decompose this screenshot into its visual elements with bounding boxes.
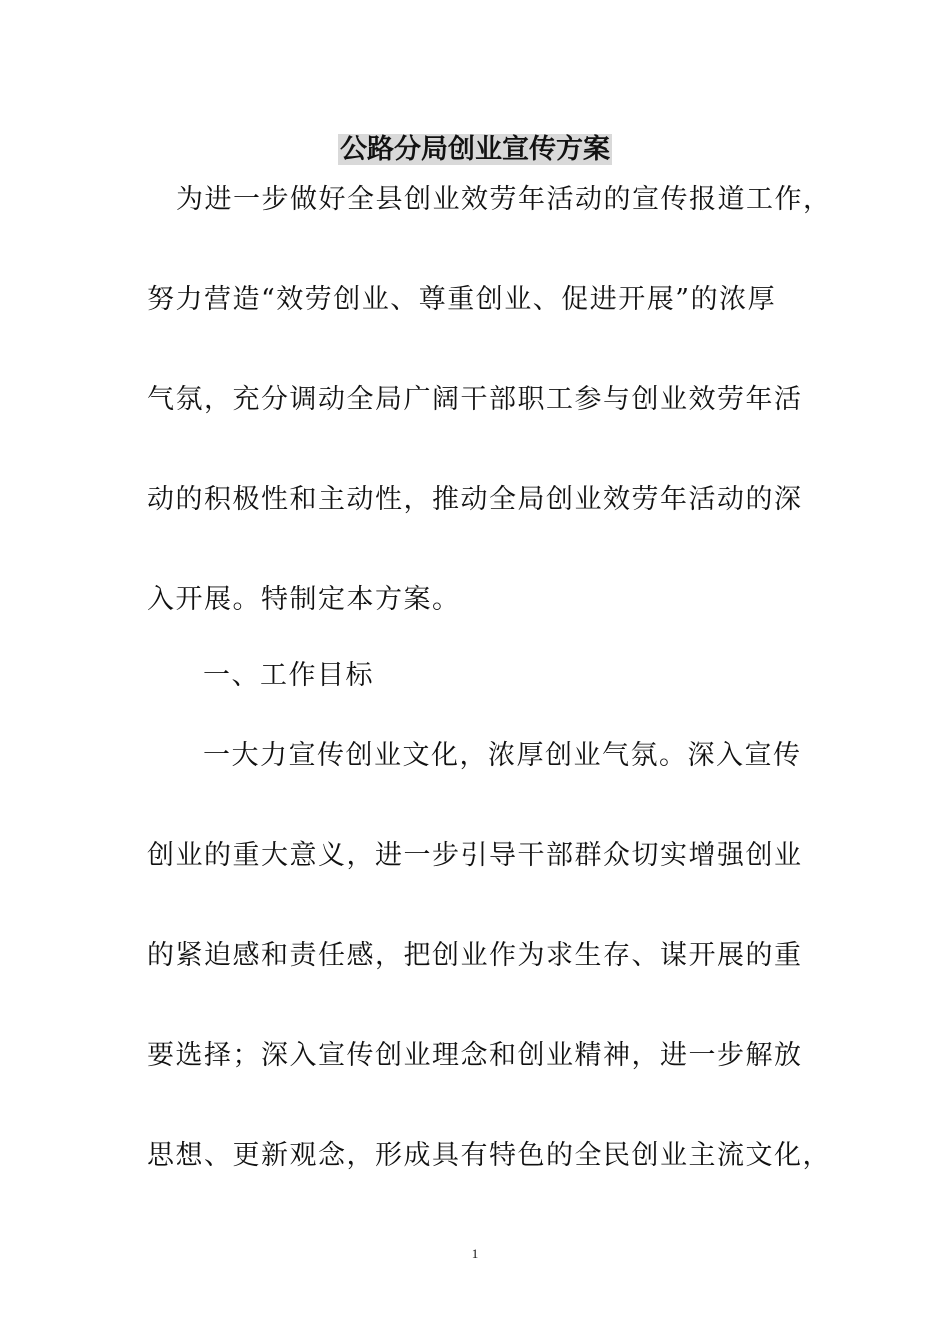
body-line-11: 思想、更新观念，形成具有特色的全民创业主流文化， xyxy=(147,1140,831,1171)
document-title xyxy=(0,130,950,170)
body-line-9: 的紧迫感和责任感，把创业作为求生存、谋开展的重 xyxy=(147,940,803,971)
section-heading-1: 一、工作目标 xyxy=(203,660,374,691)
body-line-8: 创业的重大意义，进一步引导干部群众切实增强创业 xyxy=(147,840,803,871)
body-line-5: 入开展。特制定本方案。 xyxy=(147,584,461,615)
body-line-2: 努力营造“效劳创业、尊重创业、促进开展”的浓厚 xyxy=(147,284,777,315)
body-line-1: 为进一步做好全县创业效劳年活动的宣传报道工作， xyxy=(176,184,832,215)
page-number: 1 xyxy=(471,1246,479,1261)
body-line-10: 要选择；深入宣传创业理念和创业精神，进一步解放 xyxy=(147,1040,803,1071)
body-line-3: 气氛，充分调动全局广阔干部职工参与创业效劳年活 xyxy=(147,384,803,415)
document-title-text: 公路分局创业宣传方案 xyxy=(340,134,610,165)
body-line-4: 动的积极性和主动性，推动全局创业效劳年活动的深 xyxy=(147,484,803,515)
body-line-7: 一大力宣传创业文化，浓厚创业气氛。深入宣传 xyxy=(203,740,802,771)
